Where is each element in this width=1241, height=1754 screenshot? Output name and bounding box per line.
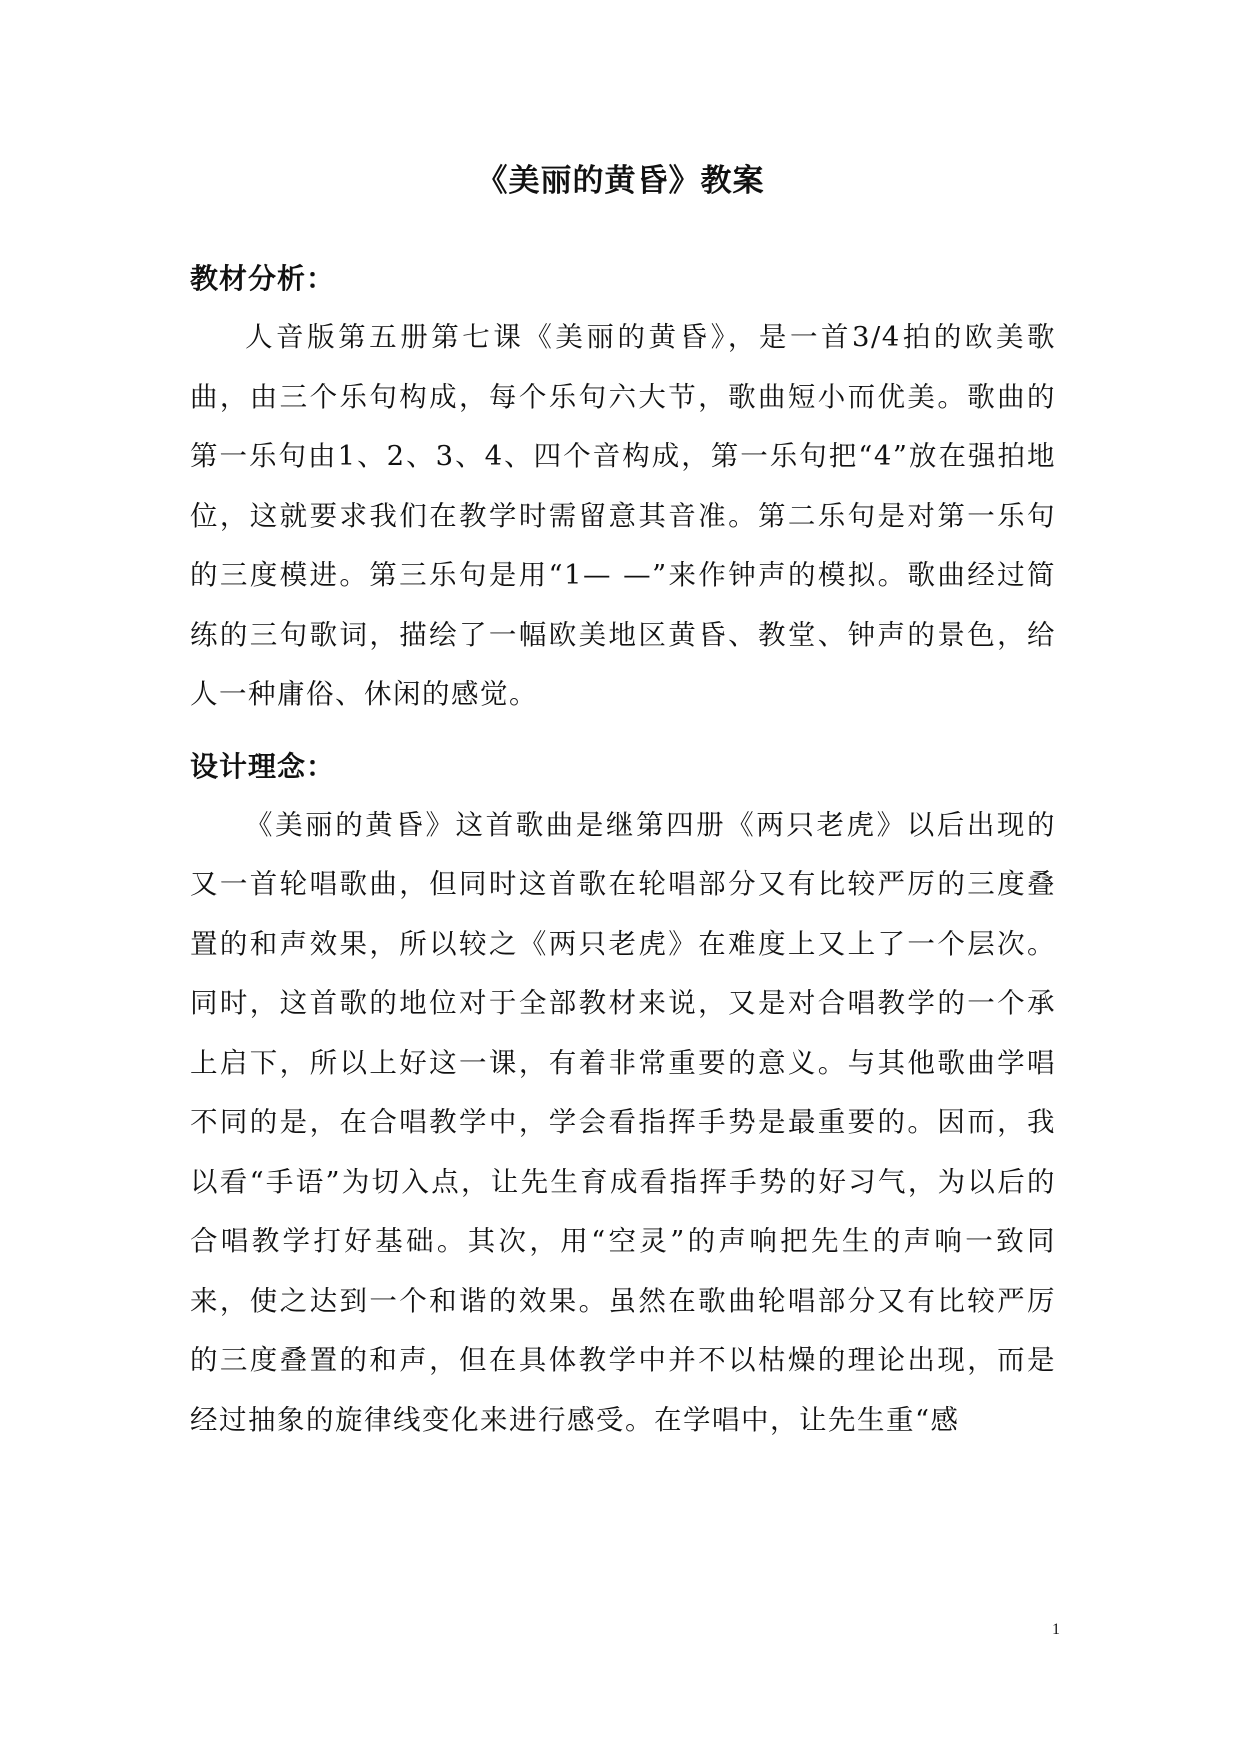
section-heading-design-concept: 设计理念： xyxy=(190,749,336,783)
document-body xyxy=(190,250,1056,1450)
document-title: 《美丽的黄昏》教案 xyxy=(476,163,765,199)
section-paragraph-design-concept: 《美丽的黄昏》这首歌曲是继第四册《两只老虎》以后出现的又一首轮唱歌曲，但同时这首歌在轮唱部分又有比较严厉的三度叠置的和声效果，所以较之《两只老虎》在难度上又上了一个层次。同时，这首歌的地位对于全部教材来说，又是对合唱教学的一个承上启下，所以上好这一课，有着非常重要的意义。与其他歌曲学唱不同的是，在合唱教学中，学会看指挥手势是最重要的。因而，我以看“手语”为切入点，让先生育成看指挥手势的好习气，为以后的合唱教学打好基础。其次，用“空灵”的声响把先生的声响一致同来，使之达到一个和谐的效果。虽然在歌曲轮唱部分又有比较严厉的三度叠置的和声，但在具体教学中并不以枯燥的理论出现，而是经过抽象的旋律线变化来进行感受。在学唱中，让先生重“感 xyxy=(190,808,1056,1436)
section-heading-material-analysis: 教材分析： xyxy=(190,262,336,295)
page-number: 1 xyxy=(1052,1621,1060,1638)
section-paragraph-material-analysis: 人音版第五册第七课《美丽的黄昏》，是一首3/4拍的欧美歌曲，由三个乐句构成，每个乐句六大节，歌曲短小而优美。歌曲的第一乐句由1、2、3、4、四个音构成，第一乐句把“4”放在强拍地位，这就要求我们在教学时需留意其音准。第二乐句是对第一乐句的三度模进。第三乐句是用“1— —”来作钟声的模拟。歌曲经过简练的三句歌词，描绘了一幅欧美地区黄昏、教堂、钟声的景色，给人一种庸俗、休闲的感觉。 xyxy=(190,321,1056,710)
